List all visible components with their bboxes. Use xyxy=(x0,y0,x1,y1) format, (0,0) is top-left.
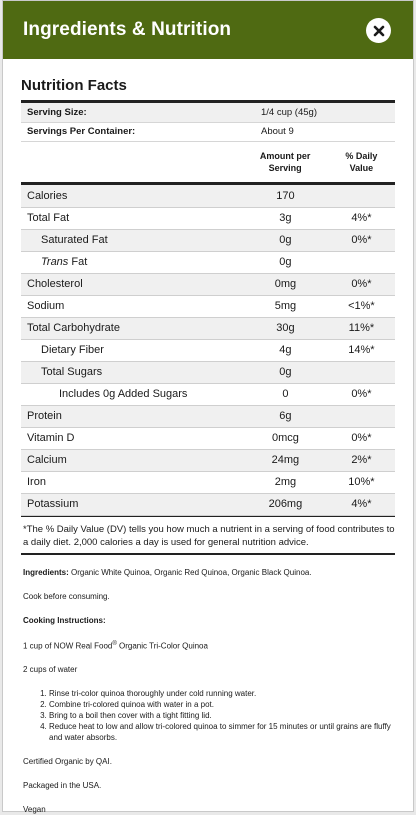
nutrient-amount: 4g xyxy=(243,339,328,361)
table-row xyxy=(21,317,395,339)
table-row xyxy=(21,493,395,515)
table-row xyxy=(21,427,395,449)
cooking-instructions-heading: Cooking Instructions: xyxy=(23,615,393,626)
nutrient-name: Calcium xyxy=(21,449,243,471)
daily-value-footnote: *The % Daily Value (DV) tells you how much a nutrient in a serving of food contributes to a daily diet. 2,000 calories a day is used for general nutrition advice. xyxy=(21,516,395,555)
cook-note: Cook before consuming. xyxy=(23,591,393,602)
ingredients-label: Ingredients: xyxy=(23,568,69,577)
cooking-line-quinoa: 1 cup of NOW Real Food® Organic Tri-Color Quinoa xyxy=(23,639,393,652)
nutrient-name: Total Sugars xyxy=(21,361,243,383)
table-row xyxy=(21,251,395,273)
table-row xyxy=(21,471,395,493)
nutrition-modal xyxy=(2,0,414,812)
nutrient-amount: 24mg xyxy=(243,449,328,471)
nutrient-dv: 0%* xyxy=(328,427,395,449)
serving-size-row xyxy=(21,103,395,122)
close-icon xyxy=(373,25,385,37)
dv-column-header: % Daily Value xyxy=(328,142,395,184)
nutrient-amount: 206mg xyxy=(243,493,328,515)
nutrient-name: Includes 0g Added Sugars xyxy=(21,383,243,405)
nutrient-dv xyxy=(328,185,395,207)
nutrient-dv: 0%* xyxy=(328,229,395,251)
nutrient-amount: 0g xyxy=(243,361,328,383)
nutrient-dv: 0%* xyxy=(328,273,395,295)
nutrient-amount: 0 xyxy=(243,383,328,405)
certified-note: Certified Organic by QAI. xyxy=(23,756,393,767)
table-row xyxy=(21,405,395,427)
nutrient-amount: 30g xyxy=(243,317,328,339)
nutrient-name: Total Fat xyxy=(21,207,243,229)
list-item: 4. Reduce heat to low and allow tri-colored quinoa to simmer for 15 minutes or until grains are fluffy and water absorbs. xyxy=(49,721,393,743)
trans-italic: Trans xyxy=(41,256,68,268)
table-row xyxy=(21,273,395,295)
nutrient-name: Calories xyxy=(21,185,243,207)
nutrient-dv: 4%* xyxy=(328,207,395,229)
table-row xyxy=(21,295,395,317)
table-row xyxy=(21,449,395,471)
nutrient-amount: 5mg xyxy=(243,295,328,317)
nutrient-dv: 10%* xyxy=(328,471,395,493)
nutrient-name: Vitamin D xyxy=(21,427,243,449)
serving-size-label: Serving Size: xyxy=(21,103,255,122)
cooking-line-water: 2 cups of water xyxy=(23,664,393,675)
nutrient-dv: 11%* xyxy=(328,317,395,339)
servings-per-container-row xyxy=(21,122,395,141)
table-row xyxy=(21,185,395,207)
nutrient-amount: 0mg xyxy=(243,273,328,295)
nutrient-amount: 2mg xyxy=(243,471,328,493)
nutrient-dv: 0%* xyxy=(328,383,395,405)
nutrient-dv: <1%* xyxy=(328,295,395,317)
nutrient-name: Saturated Fat xyxy=(21,229,243,251)
nutrient-name xyxy=(21,251,243,273)
table-row xyxy=(21,229,395,251)
modal-header xyxy=(3,1,413,59)
nutrient-amount: 3g xyxy=(243,207,328,229)
registered-mark: ® xyxy=(112,641,116,647)
table-row xyxy=(21,339,395,361)
table-row xyxy=(21,361,395,383)
modal-content xyxy=(3,59,413,815)
nutrient-amount: 0mcg xyxy=(243,427,328,449)
nutrient-dv xyxy=(328,361,395,383)
product-info xyxy=(21,555,395,815)
close-button[interactable] xyxy=(366,18,391,43)
servings-value: About 9 xyxy=(255,122,395,141)
nutrient-dv xyxy=(328,405,395,427)
nutrient-name: Cholesterol xyxy=(21,273,243,295)
nutrient-name: Iron xyxy=(21,471,243,493)
list-item: 2. Combine tri-colored quinoa with water in a pot. xyxy=(49,699,393,710)
amount-column-header: Amount per Serving xyxy=(243,142,328,184)
serving-size-value: 1/4 cup (45g) xyxy=(255,103,395,122)
table-row xyxy=(21,207,395,229)
cooking-steps xyxy=(23,688,393,743)
nutrient-name: Total Carbohydrate xyxy=(21,317,243,339)
nutrition-table xyxy=(21,185,395,516)
nutrient-name: Protein xyxy=(21,405,243,427)
vegan-note: Vegan xyxy=(23,804,393,815)
nutrient-dv: 14%* xyxy=(328,339,395,361)
nutrition-header-table xyxy=(21,142,395,186)
nutrition-facts-title: Nutrition Facts xyxy=(21,77,395,103)
table-row xyxy=(21,383,395,405)
ingredients-text: Organic White Quinoa, Organic Red Quinoa, Organic Black Quinoa. xyxy=(69,568,312,577)
nutrient-name: Dietary Fiber xyxy=(21,339,243,361)
nutrient-amount: 170 xyxy=(243,185,328,207)
nutrient-amount: 0g xyxy=(243,251,328,273)
nutrient-name: Sodium xyxy=(21,295,243,317)
ingredients-paragraph xyxy=(23,567,393,578)
nutrient-dv: 4%* xyxy=(328,493,395,515)
modal-title: Ingredients & Nutrition xyxy=(23,19,231,41)
nutrient-amount: 0g xyxy=(243,229,328,251)
trans-rest: Fat xyxy=(68,256,87,268)
list-item: 1. Rinse tri-color quinoa thoroughly under cold running water. xyxy=(49,688,393,699)
list-item: 3. Bring to a boil then cover with a tight fitting lid. xyxy=(49,710,393,721)
nutrient-amount: 6g xyxy=(243,405,328,427)
nutrient-name: Potassium xyxy=(21,493,243,515)
servings-label: Servings Per Container: xyxy=(21,122,255,141)
serving-table xyxy=(21,103,395,142)
packaged-note: Packaged in the USA. xyxy=(23,780,393,791)
nutrient-dv xyxy=(328,251,395,273)
nutrient-dv: 2%* xyxy=(328,449,395,471)
